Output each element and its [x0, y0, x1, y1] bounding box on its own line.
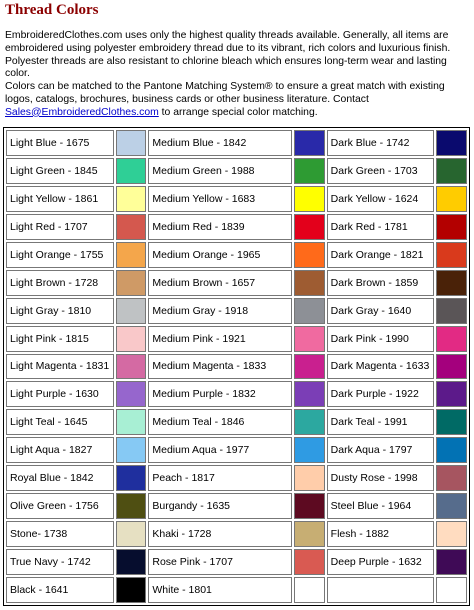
color-row [6, 242, 467, 268]
color-name: Burgandy - 1635 [148, 493, 291, 519]
color-name: Medium Green - 1988 [148, 158, 291, 184]
color-matching-text: Colors can be matched to the Pantone Matching System® to ensure a great match with existing logos, catalogs, brochures, business cards or other business literature. Contact [5, 81, 445, 105]
color-swatch [294, 577, 325, 603]
color-swatch [294, 521, 325, 547]
color-row [6, 354, 467, 380]
color-name: Medium Teal - 1846 [148, 409, 291, 435]
color-swatch [116, 130, 147, 156]
color-swatch [294, 354, 325, 380]
color-name: Dark Yellow - 1624 [327, 186, 434, 212]
color-name: Light Gray - 1810 [6, 298, 114, 324]
color-swatch [116, 577, 147, 603]
color-swatch [116, 437, 147, 463]
color-name: Light Purple - 1630 [6, 381, 114, 407]
color-swatch [116, 158, 147, 184]
color-name: Dark Purple - 1922 [327, 381, 434, 407]
color-name: Medium Magenta - 1833 [148, 354, 291, 380]
color-swatch [294, 437, 325, 463]
color-name: Medium Brown - 1657 [148, 270, 291, 296]
color-swatch [116, 521, 147, 547]
color-row [6, 214, 467, 240]
color-name: Light Blue - 1675 [6, 130, 114, 156]
color-swatch [116, 465, 147, 491]
color-name: Dark Magenta - 1633 [327, 354, 434, 380]
color-name: Dark Orange - 1821 [327, 242, 434, 268]
color-name: Light Orange - 1755 [6, 242, 114, 268]
color-swatch [116, 493, 147, 519]
color-name: Dark Aqua - 1797 [327, 437, 434, 463]
color-name: Olive Green - 1756 [6, 493, 114, 519]
color-name: Light Red - 1707 [6, 214, 114, 240]
color-swatch [294, 214, 325, 240]
color-matching-paragraph [5, 81, 471, 119]
color-row [6, 381, 467, 407]
color-row [6, 298, 467, 324]
color-swatch [116, 326, 147, 352]
color-name: Dark Gray - 1640 [327, 298, 434, 324]
color-swatch [436, 493, 467, 519]
color-swatch [294, 381, 325, 407]
color-swatch [436, 326, 467, 352]
color-name: Dark Green - 1703 [327, 158, 434, 184]
color-swatch [436, 158, 467, 184]
color-name: Light Aqua - 1827 [6, 437, 114, 463]
color-name: Khaki - 1728 [148, 521, 291, 547]
color-name: Light Brown - 1728 [6, 270, 114, 296]
color-name: Light Pink - 1815 [6, 326, 114, 352]
color-swatch [436, 298, 467, 324]
color-name: Medium Blue - 1842 [148, 130, 291, 156]
color-name: Dark Teal - 1991 [327, 409, 434, 435]
color-name: Dusty Rose - 1998 [327, 465, 434, 491]
color-row [6, 493, 467, 519]
color-row [6, 465, 467, 491]
color-swatch [436, 130, 467, 156]
intro-paragraph: EmbroideredClothes.com uses only the highest quality threads available. Generally, all items are embroidered using polyester embroidery thread due to its vibrant, rich colors and luxurious finish. Polyester threads are also resistant to chlorine bleach which ensures long-term wear and lasting color. [5, 30, 451, 80]
color-swatch [294, 270, 325, 296]
color-name: Dark Pink - 1990 [327, 326, 434, 352]
color-row [6, 130, 467, 156]
color-swatch [436, 549, 467, 575]
color-swatch [116, 242, 147, 268]
color-row [6, 521, 467, 547]
color-swatch [294, 130, 325, 156]
color-swatch [116, 549, 147, 575]
color-name: Deep Purple - 1632 [327, 549, 434, 575]
color-swatch [436, 214, 467, 240]
color-row [6, 577, 467, 603]
color-name: Dark Red - 1781 [327, 214, 434, 240]
color-swatch [294, 465, 325, 491]
color-swatch [294, 409, 325, 435]
color-name: Medium Aqua - 1977 [148, 437, 291, 463]
color-name: Medium Orange - 1965 [148, 242, 291, 268]
color-swatch [436, 186, 467, 212]
color-swatch [436, 409, 467, 435]
color-swatch [294, 298, 325, 324]
color-name: Stone- 1738 [6, 521, 114, 547]
color-swatch [436, 354, 467, 380]
color-name: Black - 1641 [6, 577, 114, 603]
color-row [6, 186, 467, 212]
color-name: True Navy - 1742 [6, 549, 114, 575]
color-swatch [436, 437, 467, 463]
color-swatch [294, 242, 325, 268]
color-name: Medium Red - 1839 [148, 214, 291, 240]
color-name: Medium Yellow - 1683 [148, 186, 291, 212]
color-swatch [436, 270, 467, 296]
color-name: Rose Pink - 1707 [148, 549, 291, 575]
color-swatch [436, 381, 467, 407]
color-name: Flesh - 1882 [327, 521, 434, 547]
color-name: Dark Brown - 1859 [327, 270, 434, 296]
color-swatch [294, 493, 325, 519]
color-row [6, 326, 467, 352]
color-name: Peach - 1817 [148, 465, 291, 491]
color-swatch [116, 214, 147, 240]
color-swatch [294, 186, 325, 212]
color-swatch [116, 186, 147, 212]
color-name: Light Yellow - 1861 [6, 186, 114, 212]
color-matching-text-end: to arrange special color matching. [158, 106, 318, 118]
color-swatch [116, 354, 147, 380]
color-row [6, 158, 467, 184]
color-name: Steel Blue - 1964 [327, 493, 434, 519]
color-name: White - 1801 [148, 577, 291, 603]
color-swatch [436, 242, 467, 268]
sales-email-link[interactable]: Sales@EmbroideredClothes.com [5, 106, 159, 118]
color-row [6, 270, 467, 296]
color-name: Medium Gray - 1918 [148, 298, 291, 324]
color-swatch [294, 326, 325, 352]
color-row [6, 437, 467, 463]
color-swatch [294, 158, 325, 184]
color-swatch [436, 577, 467, 603]
color-row [6, 549, 467, 575]
color-name: Dark Blue - 1742 [327, 130, 434, 156]
color-swatch [116, 298, 147, 324]
thread-color-table [3, 127, 470, 606]
color-name: Light Magenta - 1831 [6, 354, 114, 380]
color-name: Medium Pink - 1921 [148, 326, 291, 352]
color-swatch [116, 381, 147, 407]
color-swatch [436, 465, 467, 491]
color-row [6, 409, 467, 435]
color-swatch [116, 270, 147, 296]
color-name: Royal Blue - 1842 [6, 465, 114, 491]
color-name: Medium Purple - 1832 [148, 381, 291, 407]
color-swatch [116, 409, 147, 435]
color-name [327, 577, 434, 603]
color-name: Light Green - 1845 [6, 158, 114, 184]
color-swatch [294, 549, 325, 575]
color-swatch [436, 521, 467, 547]
color-name: Light Teal - 1645 [6, 409, 114, 435]
page-title: Thread Colors [5, 2, 99, 18]
